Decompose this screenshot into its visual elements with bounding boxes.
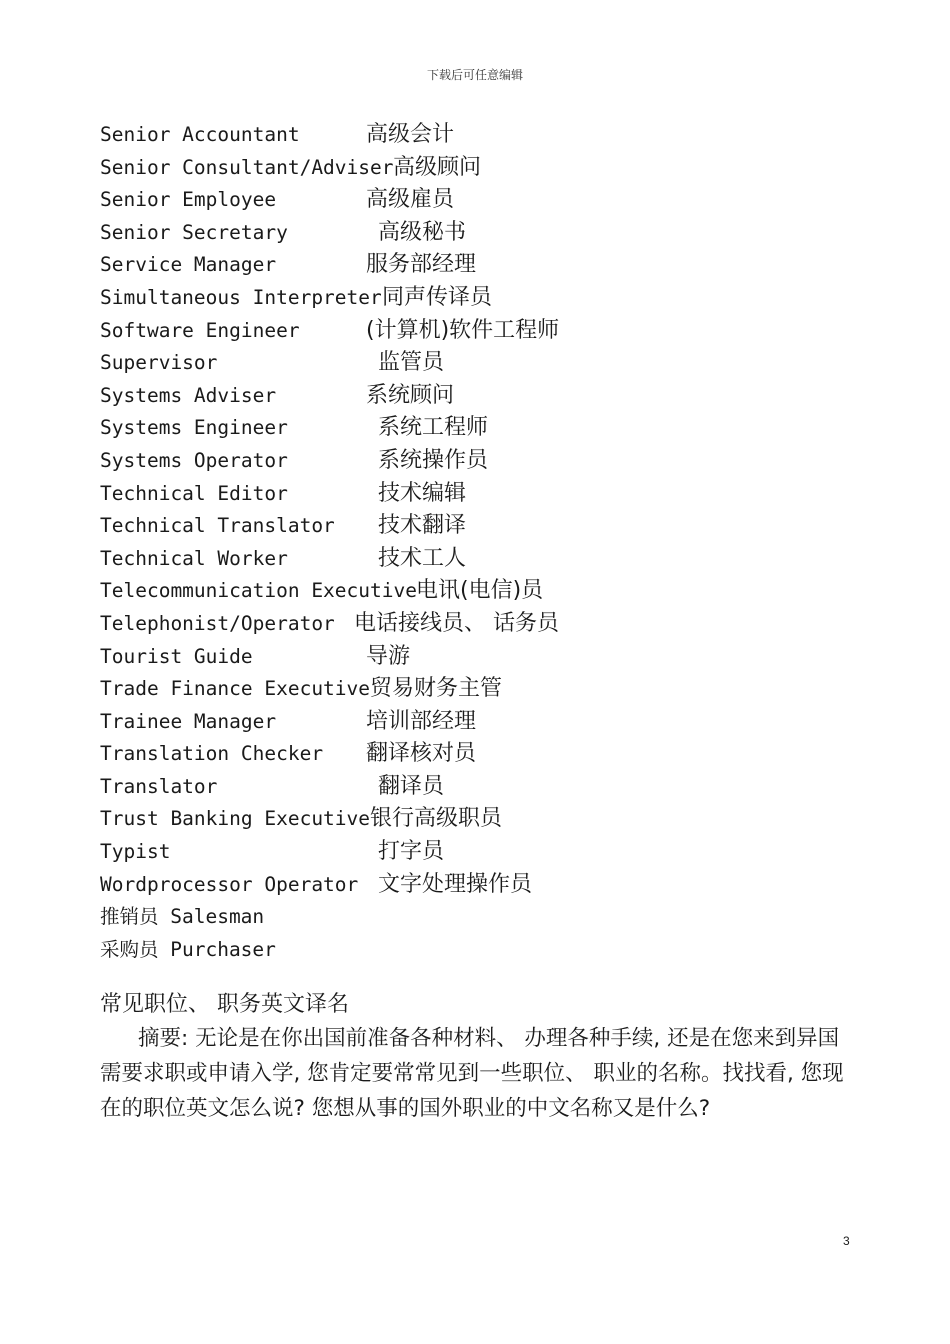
chinese-title: 技术翻译	[378, 513, 467, 539]
chinese-title: 系统操作员	[378, 447, 489, 473]
english-title: Service Manager	[100, 253, 277, 277]
english-title: Systems Operator	[100, 448, 288, 472]
english-title: Senior Employee	[100, 188, 277, 212]
chinese-title: 培训部经理	[366, 708, 477, 734]
english-title: Trade Finance Executive	[100, 677, 371, 701]
list-item	[100, 380, 860, 413]
chinese-title: 打字员	[378, 839, 445, 865]
chinese-title: 系统顾问	[366, 382, 455, 408]
english-title: Wordprocessor Operator	[100, 872, 359, 896]
list-item	[100, 543, 860, 576]
list-item	[100, 608, 860, 641]
english-title: Trainee Manager	[100, 709, 277, 733]
list-item	[100, 771, 860, 804]
list-item	[100, 934, 860, 967]
english-title: Telecommunication Executive	[100, 579, 417, 603]
english-title: Software Engineer	[100, 318, 300, 342]
english-title: Translator	[100, 774, 218, 798]
chinese-title: 监管员	[378, 350, 445, 376]
english-title: Trust Banking Executive	[100, 807, 371, 831]
combined-title: 采购员 Purchaser	[100, 937, 276, 961]
page-header: 下载后可任意编辑	[426, 68, 523, 82]
list-item	[100, 282, 860, 315]
english-title: Technical Worker	[100, 546, 288, 570]
english-title: Tourist Guide	[100, 644, 253, 668]
english-title: Simultaneous Interpreter	[100, 285, 382, 309]
chinese-title: 技术工人	[378, 545, 467, 571]
chinese-title: 技术编辑	[378, 480, 467, 506]
chinese-title: 电话接线员、 话务员	[354, 610, 559, 636]
english-title: Telephonist/Operator	[100, 611, 335, 635]
list-item	[100, 315, 860, 348]
list-item	[100, 575, 860, 608]
english-title: Senior Accountant	[100, 123, 300, 146]
english-title: Systems Engineer	[100, 416, 288, 440]
list-item	[100, 119, 860, 152]
chinese-title: 文字处理操作员	[378, 871, 533, 897]
list-item	[100, 478, 860, 511]
list-item	[100, 152, 860, 185]
list-item	[100, 445, 860, 478]
list-item	[100, 673, 860, 706]
chinese-title: 系统工程师	[378, 415, 489, 441]
list-item	[100, 510, 860, 543]
page-number: 3	[843, 1234, 850, 1248]
chinese-title: 服务部经理	[366, 252, 477, 278]
abstract-paragraph: 摘要: 无论是在你出国前准备各种材料、 办理各种手续, 还是在您来到异国需要求职或申请入学, 您肯定要常常见到一些职位、 职业的名称。找找看, 您现在的职位英文怎么说? 您想从事的国外职业的中文名称又是什么?	[100, 1026, 844, 1121]
list-item	[100, 249, 860, 282]
list-item	[100, 217, 860, 250]
chinese-title: (计算机)软件工程师	[366, 317, 560, 343]
chinese-title: 银行高级职员	[370, 806, 503, 832]
english-title: Supervisor	[100, 351, 218, 375]
job-title-list	[100, 119, 860, 966]
english-title: Technical Editor	[100, 481, 288, 505]
list-item	[100, 412, 860, 445]
list-item	[100, 738, 860, 771]
chinese-title: 同声传译员	[382, 284, 493, 310]
chinese-title: 导游	[366, 643, 411, 669]
list-item	[100, 706, 860, 739]
chinese-title: 高级雇员	[366, 187, 455, 213]
list-item	[100, 641, 860, 674]
chinese-title: 高级顾问	[393, 154, 482, 180]
section-heading: 常见职位、 职务英文译名	[100, 992, 349, 1017]
english-title: Systems Adviser	[100, 383, 277, 407]
english-title: Typist	[100, 840, 171, 864]
chinese-title: 电讯(电信)员	[416, 578, 544, 604]
list-item	[100, 803, 860, 836]
list-item	[100, 869, 860, 902]
list-item	[100, 184, 860, 217]
english-title: Technical Translator	[100, 514, 335, 538]
chinese-title: 翻译员	[378, 773, 445, 799]
combined-title: 推销员 Salesman	[100, 905, 265, 929]
list-item	[100, 347, 860, 380]
english-title: Translation Checker	[100, 742, 324, 766]
chinese-title: 贸易财务主管	[370, 676, 503, 702]
chinese-title: 高级会计	[366, 122, 455, 147]
english-title: Senior Consultant/Adviser	[100, 155, 394, 179]
english-title: Senior Secretary	[100, 220, 288, 244]
list-item	[100, 836, 860, 869]
chinese-title: 高级秘书	[378, 219, 467, 245]
list-item	[100, 901, 860, 934]
chinese-title: 翻译核对员	[366, 741, 477, 767]
